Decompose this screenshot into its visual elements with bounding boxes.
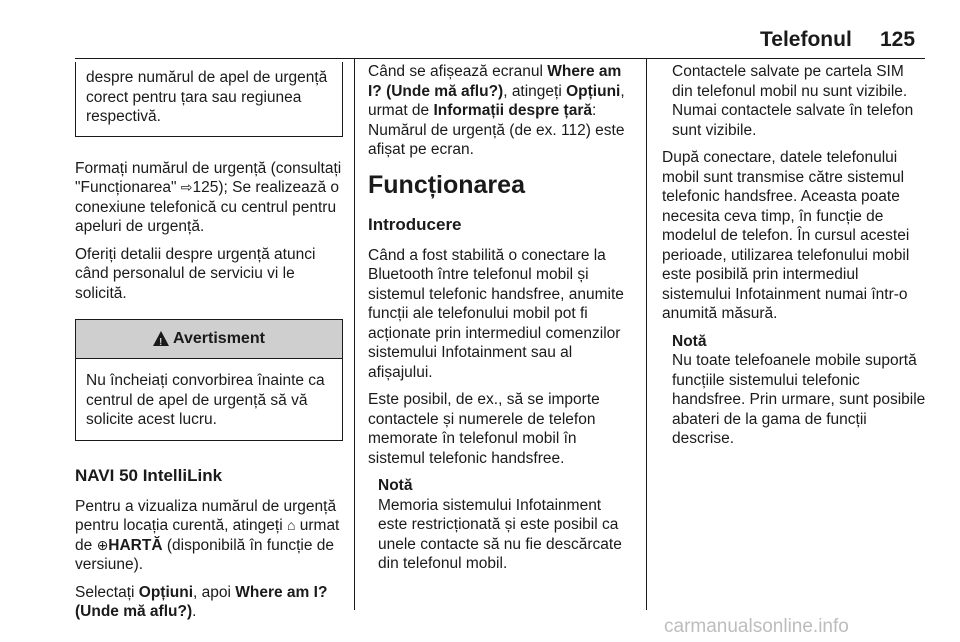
warning-title: Avertisment [173, 330, 265, 348]
map-icon: ⊕ [96, 536, 109, 553]
column-divider-2 [646, 58, 647, 610]
paragraph-import-contacts: Este posibil, de ex., să se importe contactele și numerele de telefon memorate în telefonul mobil în sistemul telefonic handsfree. [368, 391, 600, 467]
column-right [662, 62, 926, 457]
continued-box [75, 62, 343, 137]
warning-body: Nu încheiați convorbirea înainte ca centrul de apel de urgență să vă solicite acest lucru. [86, 372, 325, 428]
continued-box-text: despre numărul de apel de urgență corect pentru țara sau regiunea respectivă. [86, 69, 328, 125]
note-body: Memoria sistemului Infotainment este restricționată și este posibil ca unele contacte să nu fie descărcate din telefonul mobil. [378, 496, 622, 572]
paragraph-after-connect: După conectare, datele telefonului mobil sunt transmise către sistemul telefonic handsfree. Aceasta poate necesita ceva timp, în funcție de modelul de telefon. În cursul acestei perioade, utilizarea telefonului mobil este posibilă prin intermediul sistemului Infotainment numai într-o anumită măsură. [662, 149, 910, 322]
note-memory [368, 476, 633, 574]
header-rule [75, 58, 925, 59]
heading-functionare: Funcționarea [368, 170, 525, 199]
column-left [75, 62, 343, 630]
home-icon: ⌂ [286, 517, 296, 533]
page-number: 125 [880, 28, 916, 51]
page-header [0, 18, 960, 58]
section-title-navi50: NAVI 50 IntelliLink [75, 465, 223, 485]
column-divider-1 [354, 58, 355, 610]
watermark: carmanualsonline.info [664, 616, 849, 637]
heading-introducere: Introducere [368, 214, 462, 234]
paragraph-where-am-i: Când se afișează ecranul Where am I? (Unde mă aflu?), atingeți Opțiuni, urmat de Informații despre țară: Numărul de urgență (de ex. 112) este afișat pe ecran. [368, 63, 625, 158]
note-phones [662, 332, 926, 449]
warning-header [76, 320, 342, 359]
paragraph-select-options: Selectați Opțiuni, apoi Where am I? (Unde mă aflu?). [75, 583, 328, 620]
paragraph-bluetooth: Când a fost stabilită o conectare la Bluetooth între telefonul mobil și sistemul telefonic handsfree, anumite funcții ale telefonului mobil pot fi acționate prin intermediul comenzilor sistemului Infotainment sau al afișajului. [368, 246, 624, 381]
page-title: Telefonul [760, 28, 852, 51]
warning-box [75, 319, 343, 441]
warning-icon [153, 331, 169, 346]
page-ref-icon: ⇨ [180, 179, 193, 195]
paragraph-give-details: Oferiți detalii despre urgență atunci când personalul de serviciu vi le solicită. [75, 245, 316, 302]
note-body: Nu toate telefoanele mobile suportă funcțiile sistemului telefonic handsfree. Prin urmare, sunt posibile abateri de la gama de funcții descrise. [672, 352, 926, 447]
paragraph-view-emergency: Pentru a vizualiza numărul de urgență pentru locația curentă, atingeți ⌂ urmat de ⊕HARTĂ (disponibilă în funcție de versiune). [75, 497, 340, 573]
note-title: Notă [672, 332, 707, 350]
paragraph-sim-contacts: Contactele salvate pe cartela SIM din telefonul mobil nu sunt vizibile. Numai contactele salvate în telefon sunt vizibile. [672, 63, 914, 139]
column-middle [368, 62, 633, 582]
note-title: Notă [378, 477, 413, 494]
paragraph-dial-emergency: Formați numărul de urgență (consultați "Funcționarea" ⇨125); Se realizează o conexiune telefonică cu centrul pentru apeluri de urgență. [75, 159, 342, 235]
